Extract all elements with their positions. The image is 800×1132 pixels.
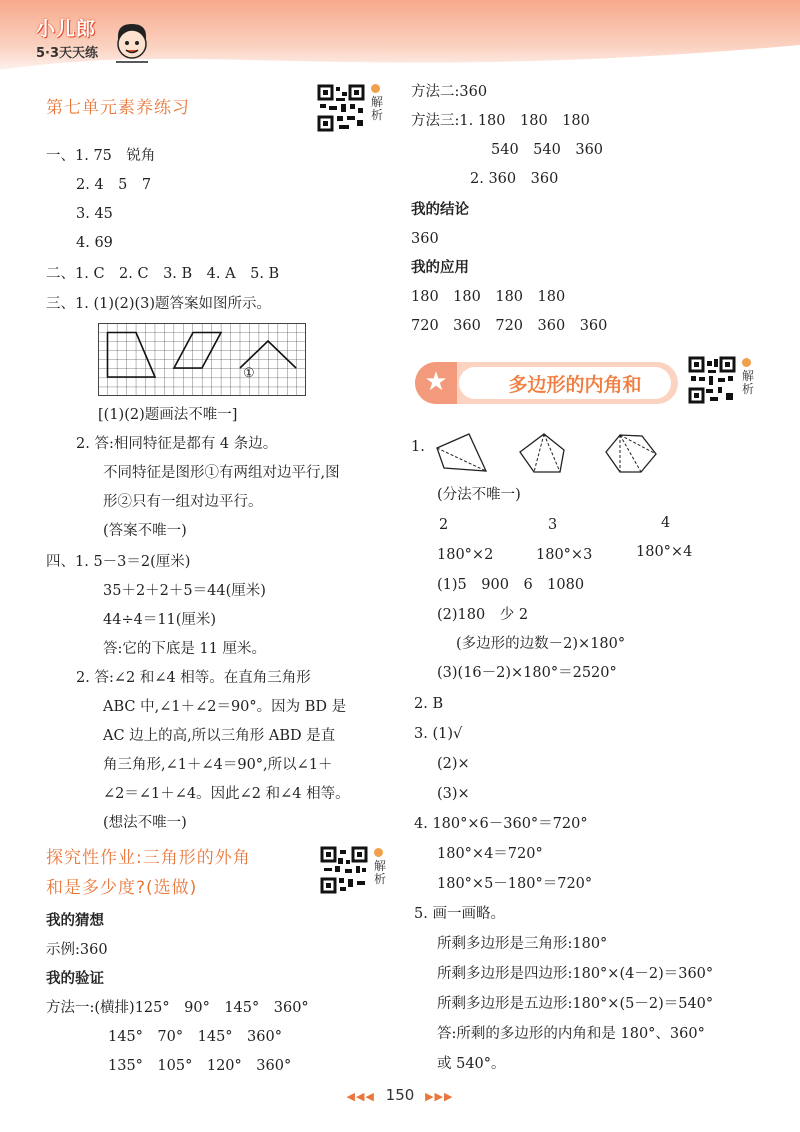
- apply-line: 720 360 720 360 360: [411, 318, 608, 334]
- answer-line: 4. 69: [76, 235, 113, 251]
- answer-line: 4. 180°×6－360°＝720°: [414, 816, 588, 832]
- method-line: 方法三:1. 180 180 180: [411, 113, 590, 129]
- answer-line: 所剩多边形是五边形:180°×(5－2)＝540°: [437, 996, 714, 1012]
- answer-line: (3)×: [437, 786, 470, 802]
- page-footer: [0, 1086, 800, 1104]
- grid-figure: [98, 323, 306, 396]
- answer-line: AC 边上的高,所以三角形 ABD 是直: [103, 728, 336, 744]
- banner-title: 多边形的内角和: [508, 374, 642, 396]
- answer-value: 180°×4: [636, 544, 693, 560]
- answer-line: 3. 45: [76, 206, 113, 222]
- answer-value: 180°×2: [437, 547, 494, 563]
- qr-label: 解析: [742, 369, 755, 396]
- answer-line: 3. (1)√: [414, 726, 463, 742]
- answer-line: [(1)(2)题画法不唯一]: [98, 407, 238, 423]
- next-arrows-icon: ▶▶▶: [425, 1090, 454, 1103]
- answer-line: (2)180 少 2: [437, 607, 529, 623]
- answer-value: 4: [661, 515, 671, 531]
- method-line: 135° 105° 120° 360°: [108, 1058, 292, 1074]
- section-banner: [415, 362, 678, 404]
- explore-title: 探究性作业:三角形的外角: [46, 848, 251, 868]
- page-header: [0, 0, 800, 80]
- answer-value: 2: [439, 517, 449, 533]
- method-line: 145° 70° 145° 360°: [108, 1029, 282, 1045]
- brand-logo: [28, 12, 158, 68]
- explore-title: 和是多少度?(选做): [46, 878, 198, 898]
- method-line: 方法二:360: [411, 84, 488, 100]
- answer-line: 三、1. (1)(2)(3)题答案如图所示。: [46, 296, 272, 312]
- qr-label: 解析: [374, 859, 387, 886]
- answer-line: 答:它的下底是 11 厘米。: [103, 641, 267, 657]
- answer-line: 答:所剩的多边形的内角和是 180°、360°: [437, 1026, 705, 1042]
- section-title: 第七单元素养练习: [46, 98, 190, 118]
- guess-heading: 我的猜想: [46, 913, 104, 929]
- answer-line: ABC 中,∠1＋∠2＝90°。因为 BD 是: [103, 699, 347, 715]
- apply-line: 180 180 180 180: [411, 289, 566, 305]
- answer-line: (答案不唯一): [103, 523, 187, 539]
- answer-line: 180°×5－180°＝720°: [437, 876, 593, 892]
- polygon-diagrams: [434, 430, 674, 480]
- brand-series: 5·3天天练: [36, 46, 99, 61]
- answer-line: 35＋2＋2＋5＝44(厘米): [103, 583, 266, 599]
- answer-value: 3: [548, 517, 558, 533]
- answer-line: (想法不唯一): [103, 815, 187, 831]
- answer-line: 四、1. 5－3＝2(厘米): [46, 554, 191, 570]
- answer-line: (2)×: [437, 756, 470, 772]
- qr-code-icon[interactable]: [320, 846, 368, 894]
- answer-line: 1.: [411, 439, 425, 455]
- page-number: 150: [385, 1086, 415, 1104]
- answer-line: (分法不唯一): [437, 487, 521, 503]
- star-icon: ★: [415, 362, 457, 404]
- qr-code-icon[interactable]: [317, 84, 365, 132]
- answer-line: 2. 答:∠2 和∠4 相等。在直角三角形: [76, 670, 311, 686]
- answer-line: 角三角形,∠1＋∠4＝90°,所以∠1＋: [103, 757, 333, 773]
- answer-line: 2. 答:相同特征是都有 4 条边。: [76, 436, 278, 452]
- prev-arrows-icon: ◀◀◀: [346, 1090, 375, 1103]
- answer-line: ∠2＝∠1＋∠4。因此∠2 和∠4 相等。: [103, 786, 350, 802]
- grid-mark: ①: [243, 366, 255, 381]
- answer-line: 2. 4 5 7: [76, 177, 152, 193]
- answer-line: 或 540°。: [437, 1056, 506, 1072]
- qr-label: 解析: [371, 95, 384, 122]
- answer-line: 2. B: [414, 696, 444, 712]
- play-icon: [374, 848, 383, 857]
- quadrilateral-shape: [437, 434, 486, 471]
- answer-line: (3)(16－2)×180°＝2520°: [437, 665, 617, 681]
- method-line: 方法一:(横排)125° 90° 145° 360°: [46, 1000, 309, 1016]
- brand-name: 小儿郎: [36, 18, 97, 40]
- conclusion-value: 360: [411, 231, 439, 247]
- mascot-icon: [112, 22, 152, 64]
- answer-line: 44÷4＝11(厘米): [103, 612, 217, 628]
- method-line: 2. 360 360: [470, 171, 559, 187]
- answer-line: 所剩多边形是四边形:180°×(4－2)＝360°: [437, 966, 714, 982]
- play-icon: [371, 84, 380, 93]
- answer-line: 二、1. C 2. C 3. B 4. A 5. B: [46, 266, 280, 282]
- answer-line: 180°×4＝720°: [437, 846, 543, 862]
- answer-line: 形②只有一组对边平行。: [103, 494, 263, 510]
- qr-code-icon[interactable]: [688, 356, 736, 404]
- answer-value: 180°×3: [536, 547, 593, 563]
- method-line: 540 540 360: [491, 142, 604, 158]
- answer-line: (多边形的边数－2)×180°: [456, 636, 626, 652]
- verify-heading: 我的验证: [46, 971, 104, 987]
- pentagon-shape: [520, 434, 564, 472]
- hexagon-shape: [606, 435, 656, 472]
- conclusion-heading: 我的结论: [411, 202, 469, 218]
- answer-line: (1)5 900 6 1080: [437, 577, 585, 593]
- answer-line: 5. 画一画略。: [414, 906, 505, 922]
- answer-line: 一、1. 75 锐角: [46, 148, 156, 164]
- answer-line: 所剩多边形是三角形:180°: [437, 936, 608, 952]
- guess-value: 示例:360: [46, 942, 108, 958]
- apply-heading: 我的应用: [411, 260, 469, 276]
- answer-line: 不同特征是图形①有两组对边平行,图: [103, 465, 340, 481]
- play-icon: [742, 358, 751, 367]
